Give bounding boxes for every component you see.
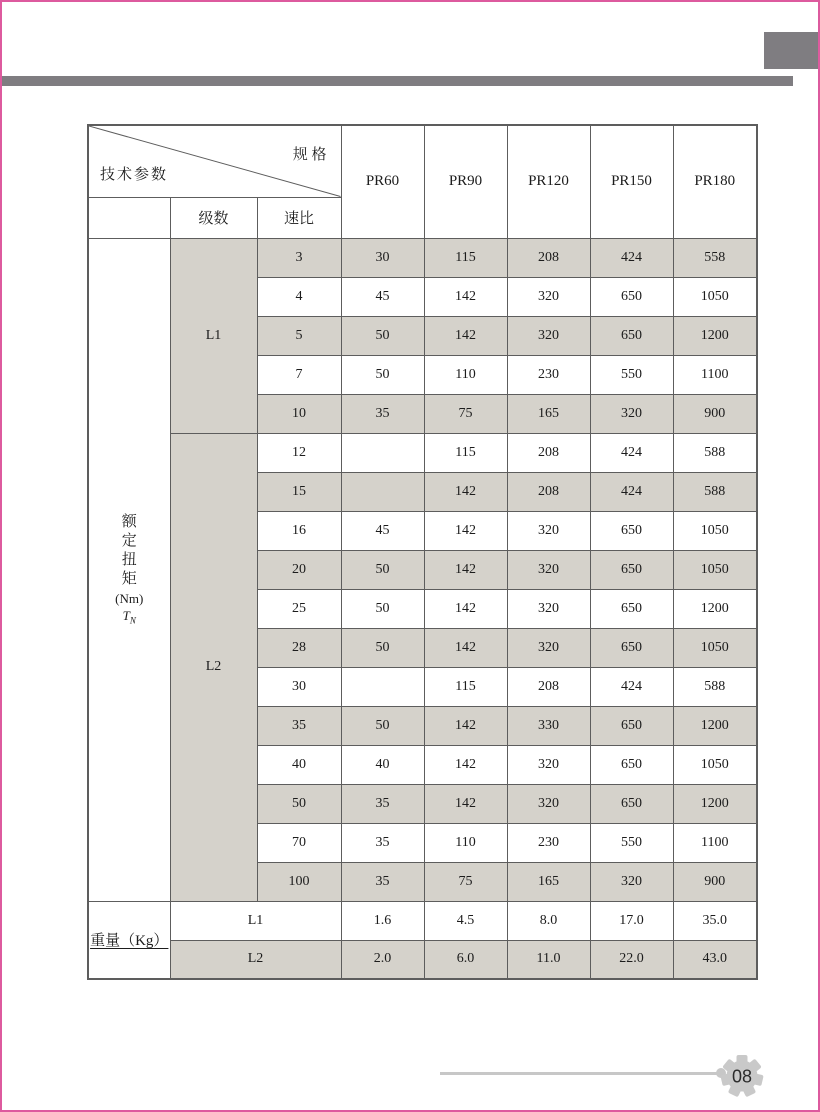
ratio-cell: 40 xyxy=(257,745,341,784)
torque-value-cell: 115 xyxy=(424,667,507,706)
torque-value-cell xyxy=(341,667,424,706)
torque-value-cell: 50 xyxy=(341,706,424,745)
column-header-pr60: PR60 xyxy=(341,125,424,238)
weight-value-cell: 11.0 xyxy=(507,940,590,979)
torque-value-cell: 650 xyxy=(590,784,673,823)
torque-label-char: 额 xyxy=(121,514,137,531)
torque-value-cell: 320 xyxy=(507,784,590,823)
torque-value-cell: 110 xyxy=(424,355,507,394)
torque-value-cell: 550 xyxy=(590,355,673,394)
corner-diagonal-cell xyxy=(88,125,341,197)
torque-value-cell: 588 xyxy=(673,667,757,706)
torque-value-cell: 142 xyxy=(424,472,507,511)
torque-value-cell: 115 xyxy=(424,433,507,472)
ratio-cell: 35 xyxy=(257,706,341,745)
torque-label-char: 定 xyxy=(121,533,137,550)
subheader-ratio: 速比 xyxy=(257,197,341,238)
torque-value-cell: 115 xyxy=(424,238,507,277)
torque-value-cell: 35 xyxy=(341,862,424,901)
torque-value-cell: 1050 xyxy=(673,511,757,550)
ratio-cell: 10 xyxy=(257,394,341,433)
torque-value-cell: 650 xyxy=(590,706,673,745)
torque-value-cell: 588 xyxy=(673,472,757,511)
torque-value-cell: 50 xyxy=(341,550,424,589)
torque-value-cell: 40 xyxy=(341,745,424,784)
torque-value-cell xyxy=(341,433,424,472)
torque-value-cell: 424 xyxy=(590,238,673,277)
torque-value-cell: 142 xyxy=(424,706,507,745)
weight-value-cell: 1.6 xyxy=(341,901,424,940)
torque-value-cell: 142 xyxy=(424,745,507,784)
ratio-cell: 20 xyxy=(257,550,341,589)
ratio-cell: 3 xyxy=(257,238,341,277)
torque-value-cell: 650 xyxy=(590,511,673,550)
ratio-cell: 4 xyxy=(257,277,341,316)
torque-value-cell: 50 xyxy=(341,628,424,667)
torque-value-cell: 208 xyxy=(507,238,590,277)
torque-value-cell: 550 xyxy=(590,823,673,862)
torque-value-cell: 320 xyxy=(507,745,590,784)
torque-value-cell: 1200 xyxy=(673,589,757,628)
torque-value-cell: 50 xyxy=(341,316,424,355)
ratio-cell: 30 xyxy=(257,667,341,706)
torque-value-cell: 208 xyxy=(507,667,590,706)
torque-value-cell: 35 xyxy=(341,823,424,862)
weight-row xyxy=(88,940,757,979)
torque-value-cell: 142 xyxy=(424,784,507,823)
ratio-cell: 7 xyxy=(257,355,341,394)
torque-value-cell: 35 xyxy=(341,784,424,823)
weight-value-cell: 22.0 xyxy=(590,940,673,979)
torque-value-cell xyxy=(341,472,424,511)
torque-value-cell: 208 xyxy=(507,472,590,511)
torque-label-chars xyxy=(89,513,170,589)
torque-value-cell: 320 xyxy=(507,316,590,355)
weight-value-cell: 4.5 xyxy=(424,901,507,940)
ratio-cell: 28 xyxy=(257,628,341,667)
ratio-cell: 25 xyxy=(257,589,341,628)
torque-value-cell: 320 xyxy=(507,589,590,628)
torque-value-cell: 208 xyxy=(507,433,590,472)
table-row xyxy=(88,238,757,277)
torque-value-cell: 30 xyxy=(341,238,424,277)
ratio-cell: 12 xyxy=(257,433,341,472)
column-header-pr90: PR90 xyxy=(424,125,507,238)
torque-value-cell: 142 xyxy=(424,316,507,355)
torque-value-cell: 110 xyxy=(424,823,507,862)
torque-value-cell: 900 xyxy=(673,394,757,433)
weight-value-cell: 2.0 xyxy=(341,940,424,979)
torque-value-cell: 230 xyxy=(507,355,590,394)
torque-value-cell: 320 xyxy=(507,511,590,550)
torque-value-cell: 1050 xyxy=(673,277,757,316)
ratio-cell: 100 xyxy=(257,862,341,901)
torque-value-cell: 330 xyxy=(507,706,590,745)
spec-table-body xyxy=(88,238,757,979)
ratio-cell: 70 xyxy=(257,823,341,862)
ratio-cell: 50 xyxy=(257,784,341,823)
top-gray-rule xyxy=(2,76,793,86)
torque-value-cell: 35 xyxy=(341,394,424,433)
weight-value-cell: 17.0 xyxy=(590,901,673,940)
torque-value-cell: 1050 xyxy=(673,550,757,589)
torque-value-cell: 650 xyxy=(590,589,673,628)
torque-value-cell: 50 xyxy=(341,355,424,394)
torque-value-cell: 650 xyxy=(590,316,673,355)
torque-value-cell: 650 xyxy=(590,628,673,667)
torque-value-cell: 50 xyxy=(341,589,424,628)
torque-value-cell: 558 xyxy=(673,238,757,277)
torque-value-cell: 650 xyxy=(590,745,673,784)
ratio-cell: 15 xyxy=(257,472,341,511)
torque-value-cell: 45 xyxy=(341,511,424,550)
weight-stage-cell: L2 xyxy=(170,940,341,979)
torque-value-cell: 165 xyxy=(507,862,590,901)
subheader-empty-cell xyxy=(88,197,170,238)
torque-value-cell: 142 xyxy=(424,277,507,316)
corner-spec-label: 规 格 xyxy=(292,147,327,163)
torque-value-cell: 142 xyxy=(424,628,507,667)
torque-value-cell: 320 xyxy=(507,277,590,316)
torque-axis-label xyxy=(88,238,170,901)
torque-value-cell: 75 xyxy=(424,394,507,433)
torque-value-cell: 45 xyxy=(341,277,424,316)
torque-value-cell: 650 xyxy=(590,277,673,316)
weight-value-cell: 8.0 xyxy=(507,901,590,940)
stage-cell: L1 xyxy=(170,238,257,433)
stage-cell: L2 xyxy=(170,433,257,901)
corner-params-label: 技术参数 xyxy=(100,166,169,183)
torque-value-cell: 1200 xyxy=(673,316,757,355)
torque-value-cell: 320 xyxy=(507,550,590,589)
torque-value-cell: 1200 xyxy=(673,706,757,745)
torque-value-cell: 900 xyxy=(673,862,757,901)
weight-stage-cell: L1 xyxy=(170,901,341,940)
torque-value-cell: 588 xyxy=(673,433,757,472)
torque-value-cell: 1100 xyxy=(673,823,757,862)
torque-value-cell: 1050 xyxy=(673,628,757,667)
torque-value-cell: 320 xyxy=(507,628,590,667)
weight-label: 重量（Kg） xyxy=(90,933,169,950)
torque-value-cell: 230 xyxy=(507,823,590,862)
torque-value-cell: 75 xyxy=(424,862,507,901)
page-number: 08 xyxy=(731,1066,753,1087)
top-right-gray-block xyxy=(764,32,818,69)
torque-value-cell: 1200 xyxy=(673,784,757,823)
torque-value-cell: 142 xyxy=(424,589,507,628)
column-header-pr150: PR150 xyxy=(590,125,673,238)
spec-table xyxy=(87,124,758,980)
column-header-pr120: PR120 xyxy=(507,125,590,238)
torque-value-cell: 424 xyxy=(590,667,673,706)
ratio-cell: 5 xyxy=(257,316,341,355)
torque-value-cell: 1050 xyxy=(673,745,757,784)
subheader-stage: 级数 xyxy=(170,197,257,238)
torque-label-char: 矩 xyxy=(121,571,137,588)
weight-value-cell: 43.0 xyxy=(673,940,757,979)
table-row xyxy=(88,433,757,472)
torque-value-cell: 142 xyxy=(424,511,507,550)
torque-value-cell: 1100 xyxy=(673,355,757,394)
weight-value-cell: 6.0 xyxy=(424,940,507,979)
torque-label-char: 扭 xyxy=(121,552,137,569)
torque-unit: (Nm) xyxy=(115,591,144,607)
footer-rule xyxy=(440,1072,721,1075)
ratio-cell: 16 xyxy=(257,511,341,550)
column-header-pr180: PR180 xyxy=(673,125,757,238)
weight-row xyxy=(88,901,757,940)
torque-value-cell: 320 xyxy=(590,394,673,433)
spec-table-wrap xyxy=(87,124,758,980)
gear-icon xyxy=(719,1053,765,1099)
torque-value-cell: 424 xyxy=(590,433,673,472)
torque-value-cell: 320 xyxy=(590,862,673,901)
weight-value-cell: 35.0 xyxy=(673,901,757,940)
torque-value-cell: 424 xyxy=(590,472,673,511)
torque-symbol: $T_N$ xyxy=(122,608,136,626)
torque-value-cell: 142 xyxy=(424,550,507,589)
weight-label-cell xyxy=(88,901,170,979)
torque-value-cell: 165 xyxy=(507,394,590,433)
torque-value-cell: 650 xyxy=(590,550,673,589)
